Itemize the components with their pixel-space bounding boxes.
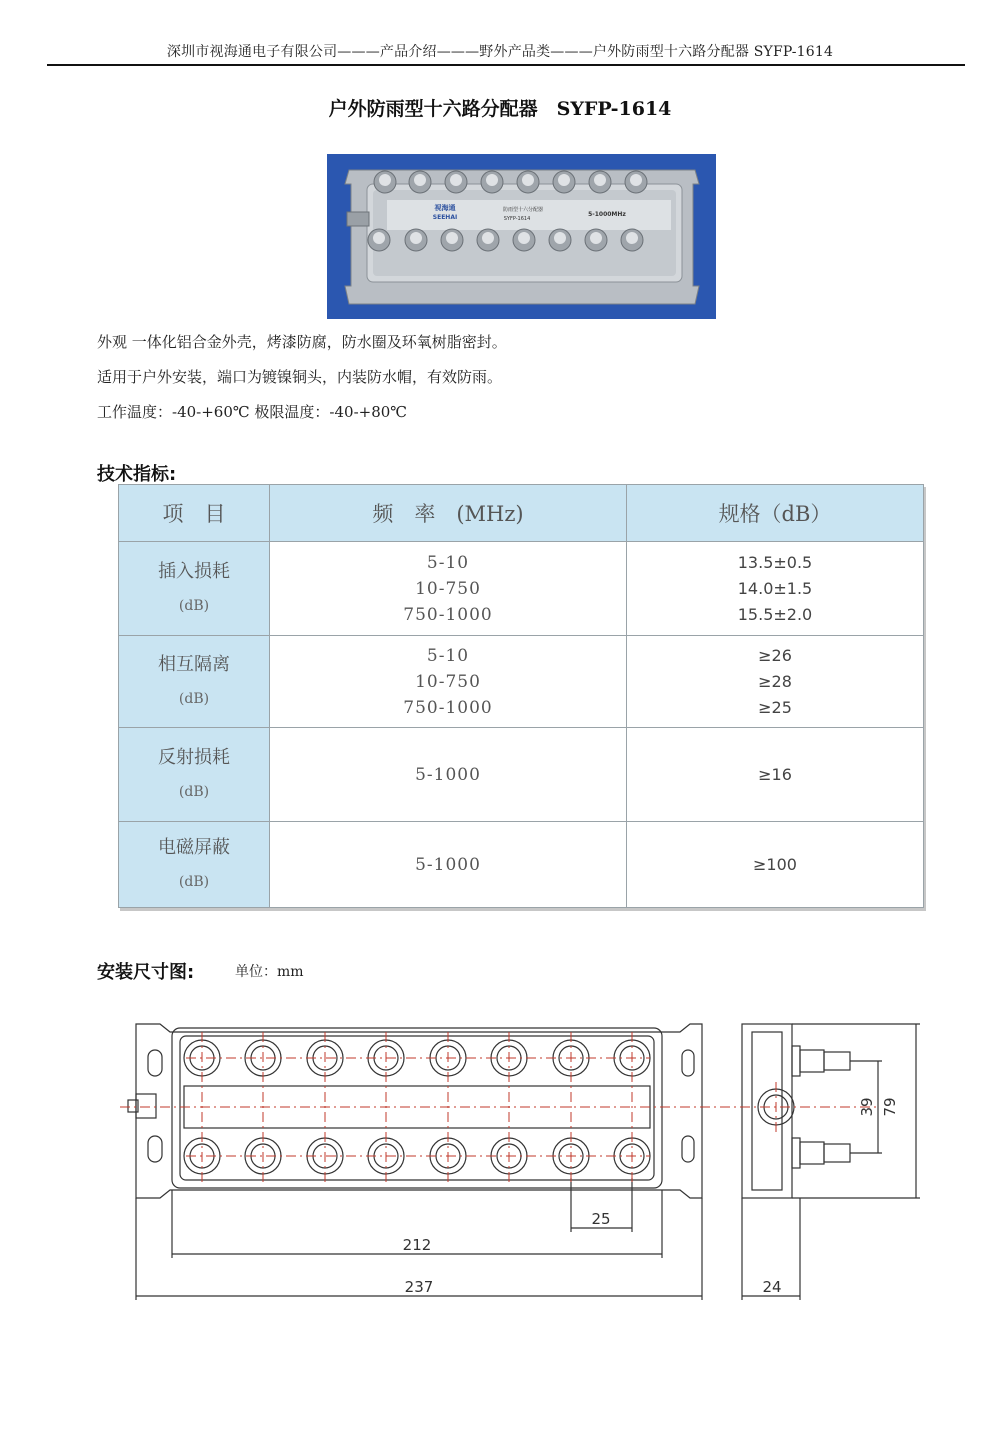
row-freq-cell — [270, 542, 627, 636]
dimension-drawing — [120, 1010, 930, 1314]
page-header-breadcrumb: 深圳市视海通电子有限公司———产品介绍———野外产品类———户外防雨型十六路分配器 SYFP-1614 — [166, 44, 834, 60]
table-row — [119, 636, 924, 728]
row-unit: (dB) — [178, 597, 210, 614]
row-name-cell — [119, 542, 270, 636]
row-spec-cell — [627, 822, 924, 908]
dim-depth: 24 — [762, 1278, 782, 1296]
page-title: 户外防雨型十六路分配器 SYFP-1614 — [328, 98, 672, 120]
row-name: 相互隔离 — [158, 653, 230, 675]
description-line-2: 适用于户外安装，端口为镀镍铜头，内装防水帽，有效防雨。 — [97, 368, 503, 386]
spec-value: ≥26 — [758, 645, 792, 665]
freq-value: 10-750 — [415, 671, 481, 692]
row-freq-cell — [270, 636, 627, 728]
dim-height: 79 — [881, 1097, 899, 1117]
freq-value: 10-750 — [415, 578, 481, 599]
header-spec: 规格（dB） — [627, 485, 924, 542]
spec-value: 15.5±2.0 — [737, 604, 813, 624]
header-freq: 频 率 (MHz) — [270, 485, 627, 542]
row-unit: (dB) — [178, 783, 210, 800]
row-unit: (dB) — [178, 873, 210, 890]
photo-brand-en: SEEHAI — [432, 214, 458, 221]
dimensions-unit-label: 单位：mm — [235, 964, 304, 980]
photo-freq: 5-1000MHz — [588, 211, 626, 218]
dimensions-section-title: 安装尺寸图: — [97, 962, 195, 983]
specs-section-title: 技术指标: — [97, 464, 177, 485]
table-row — [119, 728, 924, 822]
photo-product-cn: 防雨型十六分配器 — [502, 207, 544, 213]
dim-body-length: 212 — [402, 1236, 432, 1254]
row-spec-cell — [627, 636, 924, 728]
freq-value: 5-10 — [426, 645, 470, 666]
description-line-1: 外观 一体化铝合金外壳，烤漆防腐，防水圈及环氧树脂密封。 — [97, 333, 507, 351]
freq-value: 5-10 — [426, 552, 470, 573]
table-row — [119, 542, 924, 636]
freq-value: 5-1000 — [415, 764, 481, 785]
row-unit: (dB) — [178, 690, 210, 707]
description-line-3: 工作温度：-40-+60℃ 极限温度：-40-+80℃ — [97, 403, 408, 421]
header-item: 项 目 — [119, 485, 270, 542]
spec-value: ≥100 — [753, 854, 797, 874]
row-name: 插入损耗 — [158, 560, 230, 582]
row-freq-cell — [270, 822, 627, 908]
dim-pitch: 25 — [591, 1210, 611, 1228]
dim-total-length: 237 — [404, 1278, 434, 1296]
spec-table — [118, 484, 924, 908]
row-spec-cell — [627, 542, 924, 636]
row-name-cell — [119, 636, 270, 728]
row-name-cell — [119, 822, 270, 908]
row-name-cell — [119, 728, 270, 822]
freq-value: 750-1000 — [403, 697, 493, 718]
row-freq-cell — [270, 728, 627, 822]
spec-value: ≥28 — [758, 671, 792, 691]
spec-value: 14.0±1.5 — [737, 578, 813, 598]
spec-value: 13.5±0.5 — [737, 552, 813, 572]
spec-value: ≥16 — [758, 764, 792, 784]
row-name: 反射损耗 — [158, 746, 230, 768]
freq-value: 750-1000 — [403, 604, 493, 625]
row-name: 电磁屏蔽 — [158, 836, 230, 858]
header-divider — [47, 64, 965, 66]
row-spec-cell — [627, 728, 924, 822]
spec-table-header-row — [119, 485, 924, 542]
product-photo — [327, 154, 716, 319]
dim-port-spacing: 39 — [858, 1097, 876, 1117]
freq-value: 5-1000 — [415, 854, 481, 875]
spec-value: ≥25 — [758, 697, 792, 717]
photo-brand-cn: 视海通 — [434, 204, 456, 212]
photo-model: SYFP-1614 — [503, 216, 531, 222]
table-row — [119, 822, 924, 908]
